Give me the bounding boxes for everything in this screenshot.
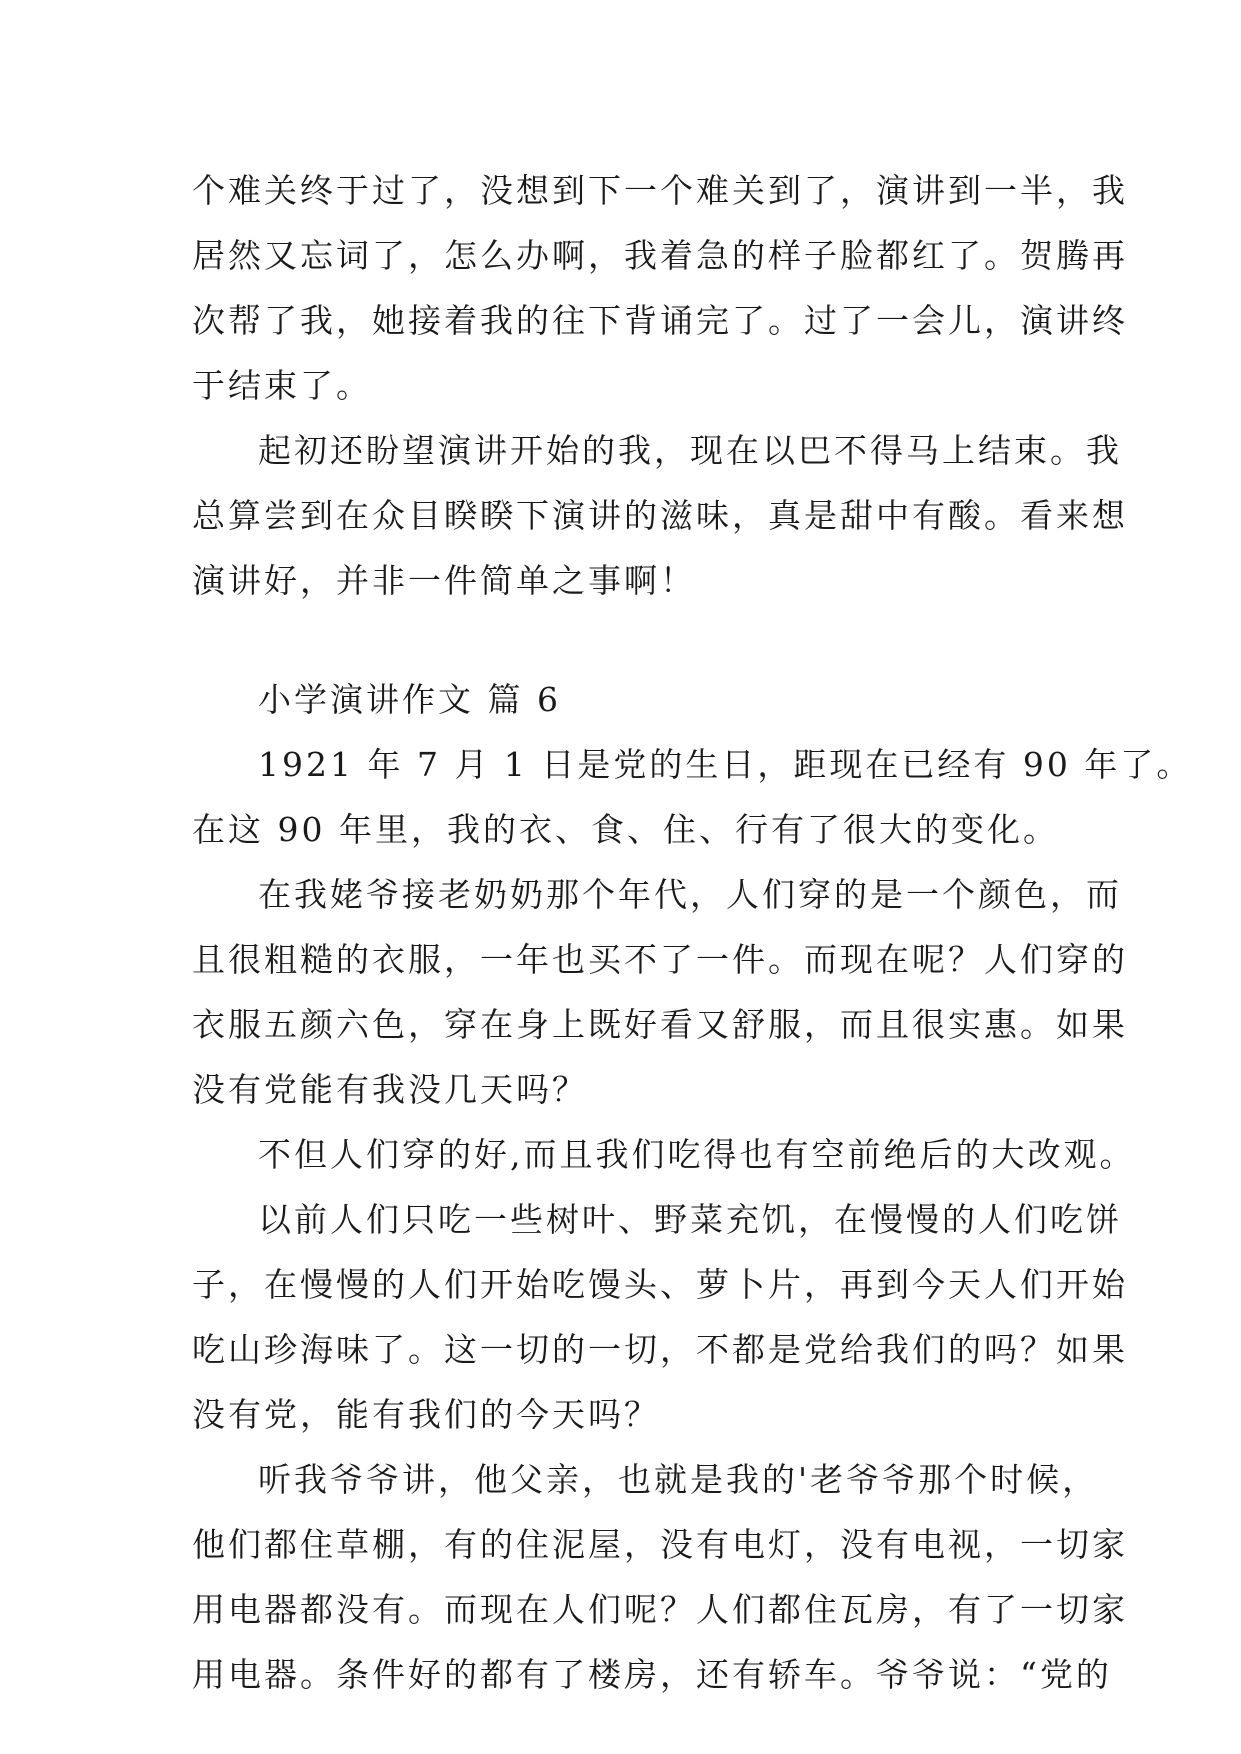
paragraph-2 bbox=[192, 418, 1128, 613]
text-line: 总算尝到在众目睽睽下演讲的滋味，真是甜中有酸。看来想 bbox=[192, 496, 1128, 535]
paragraph-1 bbox=[192, 158, 1128, 418]
text-line: 1921 年 7 月 1 日是党的生日，距现在已经有 90 年了。 bbox=[258, 745, 1193, 784]
section-title: 小学演讲作文 篇 6 bbox=[258, 680, 561, 719]
text-line: 在这 90 年里，我的衣、食、住、行有了很大的变化。 bbox=[192, 810, 1059, 849]
document-body bbox=[192, 158, 1193, 1707]
paragraph-6 bbox=[192, 1187, 1128, 1447]
text-line: 起初还盼望演讲开始的我，现在以巴不得马上结束。我 bbox=[258, 431, 1122, 470]
text-line: 吃山珍海味了。这一切的一切，不都是党给我们的吗？如果 bbox=[192, 1330, 1128, 1369]
paragraph-5 bbox=[192, 1122, 1136, 1187]
paragraph-4 bbox=[192, 862, 1128, 1122]
text-line: 用电器。条件好的都有了楼房，还有轿车。爷爷说：“党的 bbox=[192, 1655, 1112, 1694]
text-line: 且很粗糙的衣服，一年也买不了一件。而现在呢？人们穿的 bbox=[192, 940, 1128, 979]
paragraph-7 bbox=[192, 1447, 1128, 1707]
text-line: 于结束了。 bbox=[192, 366, 372, 405]
text-line: 不但人们穿的好,而且我们吃得也有空前绝后的大改观。 bbox=[258, 1135, 1136, 1174]
text-line: 个难关终于过了，没想到下一个难关到了，演讲到一半，我 bbox=[192, 171, 1128, 210]
text-line: 居然又忘词了，怎么办啊，我着急的样子脸都红了。贺腾再 bbox=[192, 236, 1128, 275]
text-line: 以前人们只吃一些树叶、野菜充饥，在慢慢的人们吃饼 bbox=[258, 1200, 1122, 1239]
section-gap bbox=[192, 613, 1054, 667]
text-line: 演讲好，并非一件简单之事啊！ bbox=[192, 561, 696, 600]
text-line: 他们都住草棚，有的住泥屋，没有电灯，没有电视，一切家 bbox=[192, 1525, 1128, 1564]
text-line: 衣服五颜六色，穿在身上既好看又舒服，而且很实惠。如果 bbox=[192, 1005, 1128, 1044]
text-line: 在我姥爷接老奶奶那个年代，人们穿的是一个颜色，而 bbox=[258, 875, 1122, 914]
text-line: 听我爷爷讲，他父亲，也就是我的'老爷爷那个时候， bbox=[258, 1460, 1099, 1499]
text-line: 子，在慢慢的人们开始吃馒头、萝卜片，再到今天人们开始 bbox=[192, 1265, 1128, 1304]
text-line: 用电器都没有。而现在人们呢？人们都住瓦房，有了一切家 bbox=[192, 1590, 1128, 1629]
paragraph-3 bbox=[192, 732, 1193, 862]
text-line: 没有党能有我没几天吗？ bbox=[192, 1070, 588, 1109]
text-line: 没有党，能有我们的今天吗？ bbox=[192, 1395, 660, 1434]
text-line: 次帮了我，她接着我的往下背诵完了。过了一会儿，演讲终 bbox=[192, 301, 1128, 340]
